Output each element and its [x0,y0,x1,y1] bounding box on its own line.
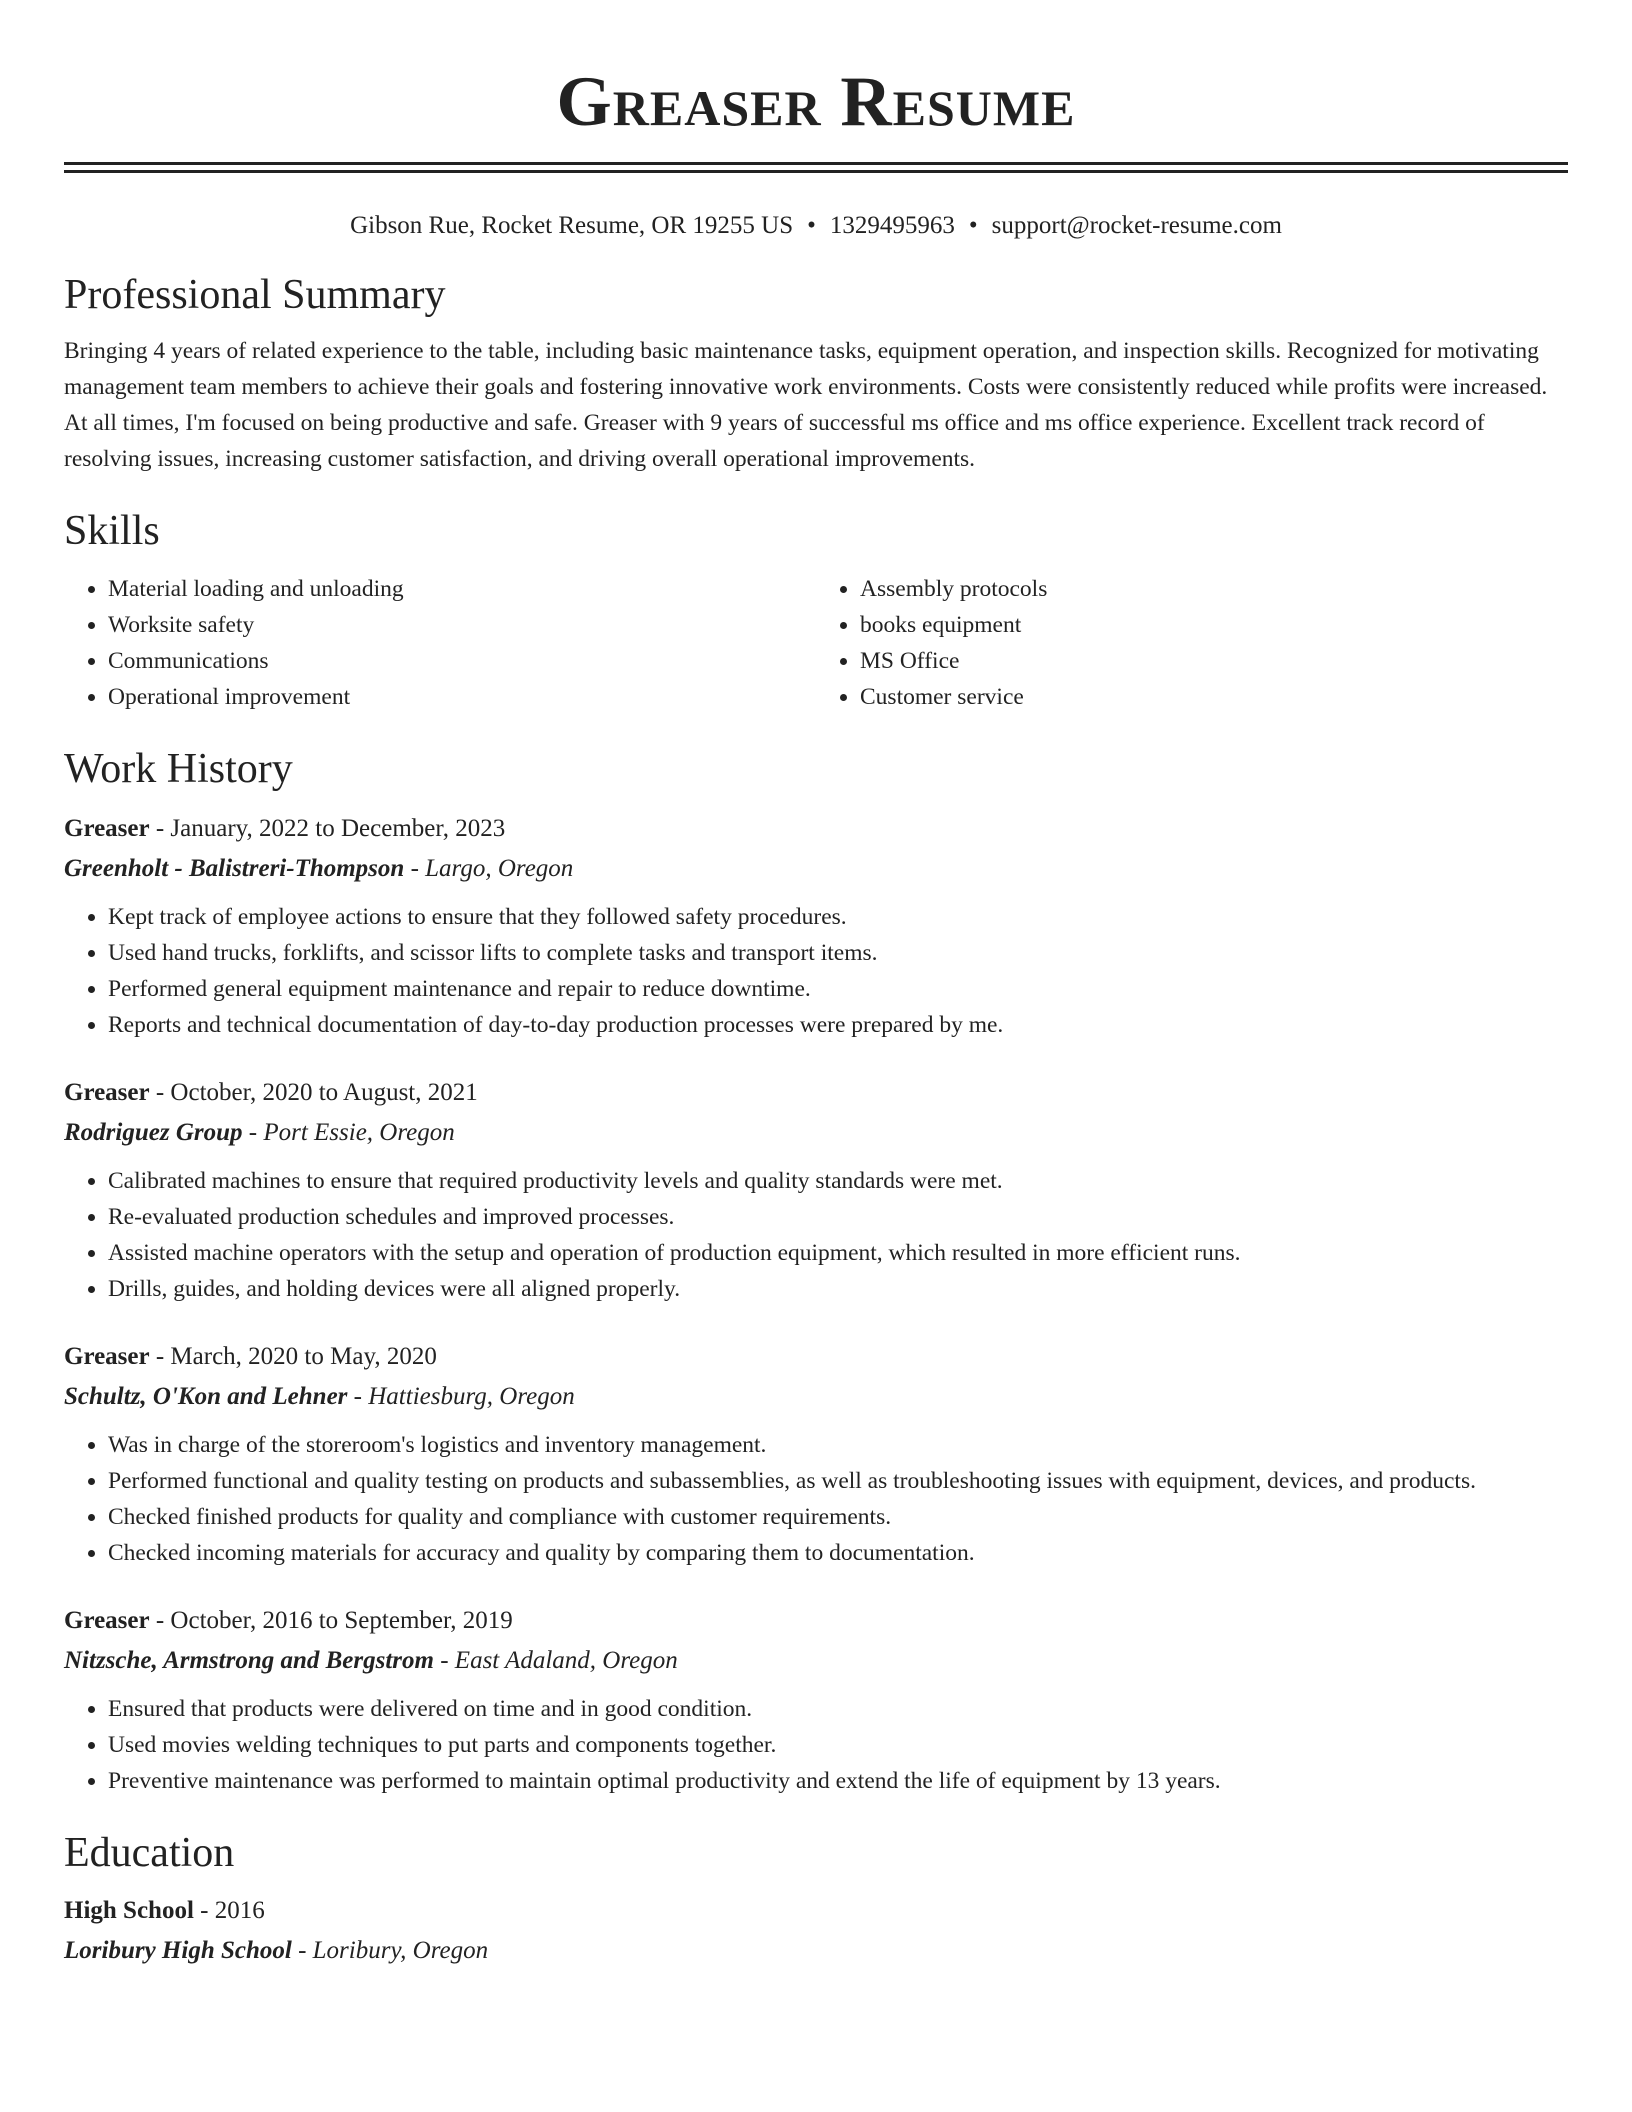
job-location: - Port Essie, Oregon [242,1119,455,1146]
job-duty: • Drills, guides, and holding devices were all aligned properly. [108,1271,1568,1307]
job-company: Schultz, O'Kon and Lehner [64,1383,348,1410]
title-divider [64,162,1568,173]
contact-separator: • [807,212,816,239]
job-duties [64,1691,1568,1799]
job-duty: • Performed general equipment maintenance and repair to reduce downtime. [108,971,1568,1007]
skill-item: • Customer service [860,679,1568,715]
skills-list [64,571,1568,715]
education-degree: High School [64,1897,194,1924]
skill-item: • Communications [108,643,816,679]
skill-item: • Material loading and unloading [108,571,816,607]
resume-title: Greaser Resume [556,63,1076,141]
skill-item: • Assembly protocols [860,571,1568,607]
job-duty: • Was in charge of the storeroom's logistics and inventory management. [108,1427,1568,1463]
job-duties [64,899,1568,1043]
job-duty: • Assisted machine operators with the setup and operation of production equipment, which resulted in more efficient runs. [108,1235,1568,1271]
contact-line [64,209,1568,243]
job-duty: • Ensured that products were delivered on time and in good condition. [108,1691,1568,1727]
job-title-line [64,1337,1568,1377]
education-heading: Education [64,1830,235,1876]
job-title-line [64,1601,1568,1641]
job-dates: - January, 2022 to December, 2023 [149,815,506,842]
job-duty: • Used hand trucks, forklifts, and scissor lifts to complete tasks and transport items. [108,935,1568,971]
job-dates: - October, 2020 to August, 2021 [149,1079,478,1106]
job-location: - East Adaland, Oregon [433,1647,678,1674]
job-entry [64,1601,1568,1799]
contact-email: support@rocket-resume.com [991,212,1282,239]
job-company-line [64,849,1568,889]
skill-item: • books equipment [860,607,1568,643]
skill-item: • Operational improvement [108,679,816,715]
job-company-line [64,1113,1568,1153]
contact-separator: • [968,212,978,239]
job-location: - Hattiesburg, Oregon [347,1383,575,1410]
job-duty: • Checked incoming materials for accuracy and quality by comparing them to documentation. [108,1535,1568,1571]
job-company: Rodriguez Group [64,1119,243,1146]
contact-address: Gibson Rue, Rocket Resume, OR 19255 US [350,212,794,239]
skills-column-right [816,571,1568,715]
job-role: Greaser [64,1607,150,1634]
job-duty: • Checked finished products for quality and compliance with customer requirements. [108,1499,1568,1535]
education-year: - 2016 [193,1897,265,1924]
job-duty: • Calibrated machines to ensure that required productivity levels and quality standards were met. [108,1163,1568,1199]
skills-heading: Skills [64,508,160,554]
education-school: Loribury High School [64,1937,292,1964]
job-role: Greaser [64,1343,150,1370]
job-company: Nitzsche, Armstrong and Bergstrom [64,1647,434,1674]
job-location: - Largo, Oregon [404,855,574,882]
skill-item: • MS Office [860,643,1568,679]
job-duty: • Re-evaluated production schedules and improved processes. [108,1199,1568,1235]
job-duty: • Kept track of employee actions to ensure that they followed safety procedures. [108,899,1568,935]
job-duty: • Used movies welding techniques to put parts and components together. [108,1727,1568,1763]
job-company-line [64,1641,1568,1681]
education-location: - Loribury, Oregon [291,1937,489,1964]
job-role: Greaser [64,1079,150,1106]
job-title-line [64,1073,1568,1113]
contact-phone: 1329495963 [829,212,955,239]
job-entry [64,1073,1568,1307]
job-duties [64,1427,1568,1571]
job-company-line [64,1377,1568,1417]
skill-item: • Worksite safety [108,607,816,643]
education-entry [64,1891,1568,1971]
work-history-heading: Work History [64,746,293,792]
job-entry [64,1337,1568,1571]
skills-column-left [64,571,816,715]
job-entry [64,809,1568,1043]
job-dates: - March, 2020 to May, 2020 [149,1343,437,1370]
job-company: Greenholt - Balistreri-Thompson [64,855,405,882]
job-duty: • Performed functional and quality testing on products and subassemblies, as well as troubleshooting issues with equipment, devices, and products. [108,1463,1568,1499]
job-duty: • Preventive maintenance was performed to maintain optimal productivity and extend the life of equipment by 13 years. [108,1763,1568,1799]
job-duty: • Reports and technical documentation of day-to-day production processes were prepared by me. [108,1007,1568,1043]
job-title-line [64,809,1568,849]
summary-heading: Professional Summary [64,272,446,318]
job-duties [64,1163,1568,1307]
summary-text: Bringing 4 years of related experience to the table, including basic maintenance tasks, equipment operation, and inspection skills. Recognized for motivating management team members to achieve their goals and fostering innovative work environments. Costs were consistently reduced while profits were increased. At all times, I'm focused on being productive and safe. Greaser with 9 years of successful ms office and ms office experience. Excellent track record of resolving issues, increasing customer satisfaction, and driving overall operational improvements. [64,338,1548,472]
education-school-line [64,1931,1568,1971]
job-dates: - October, 2016 to September, 2019 [149,1607,513,1634]
job-role: Greaser [64,815,150,842]
education-degree-line [64,1891,1568,1931]
